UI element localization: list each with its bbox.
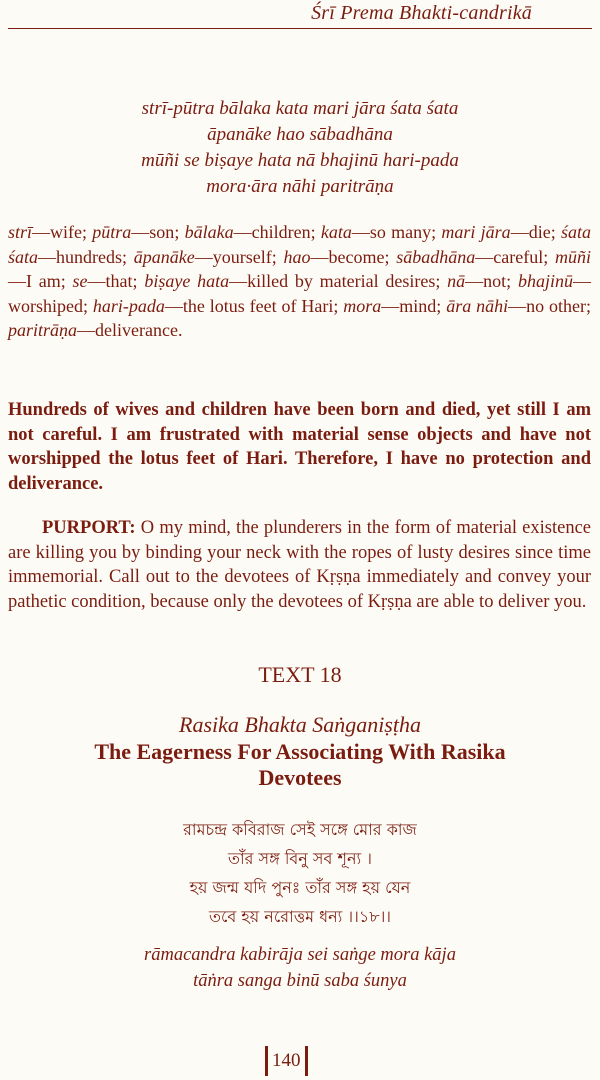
synonym-gloss: deliverance [95, 320, 178, 340]
header-rule [8, 28, 592, 29]
purport-text: O my mind, the plunderers in the form of material existence are killing you by binding your neck with the ropes of lusty desires since time immemorial. Call out to the devotees of Kṛṣṇa immediately and convey your pathetic condition, because only the devotees of Kṛṣṇa are able to deliver you. [8, 518, 591, 612]
running-head [8, 0, 592, 30]
transliteration-verse [0, 942, 600, 994]
synonym-term: mora [343, 295, 382, 316]
verse-line: āpanāke hao sābadhāna [207, 124, 393, 145]
synonym-term: hari-pada [92, 295, 165, 316]
bengali-line: রামচন্দ্র কবিরাজ সেই সঙ্গে মোর কাজ [183, 820, 417, 839]
verse-block [0, 96, 600, 200]
synonym-term: bālaka [184, 222, 234, 242]
verse-line: mūñi se biṣaye hata nā bhajinū hari-pada [141, 150, 459, 171]
synonym-term: pūtra [92, 222, 132, 242]
translation-paragraph: Hundreds of wives and children have been born and died, yet still I am not careful. I am frustrated with material sense objects and have not worshipped the lotus feet of Hari. Therefore, I have no protection and deliverance. [8, 400, 591, 494]
transliteration-line: rāmacandra kabirāja sei saṅge mora kāja [144, 945, 456, 965]
synonym-term: paritrāṇa [8, 320, 78, 340]
bengali-verse [0, 815, 600, 931]
synonym-gloss: become [328, 246, 385, 267]
synonym-term: kata [320, 222, 352, 242]
synonym-term: bhajinū [517, 271, 573, 291]
synonym-gloss: yourself [212, 246, 272, 267]
verse-line: mora·āra nāhi paritrāṇa [206, 176, 394, 197]
purport-label: PURPORT: [42, 518, 136, 538]
synonym-gloss: that [105, 271, 133, 291]
page-number: 140 [272, 1050, 301, 1071]
synonym-gloss: killed by material desires [247, 271, 436, 291]
verse-line: strī-pūtra bālaka kata mari jāra śata śata [141, 98, 459, 119]
synonym-gloss: so many [369, 222, 432, 242]
synonym-gloss: the lotus feet of Hari [182, 295, 334, 316]
synonym-term: nā [447, 271, 466, 291]
synonym-term: mūñi [555, 246, 591, 267]
synonym-term: sābadhāna [396, 246, 476, 267]
synonym-gloss: mind [399, 295, 437, 316]
synonyms-paragraph: strī—wife; pūtra—son; bālaka—children; kata—so many; mari jāra—die; śata śata—hundreds; āpanāke—yourself; hao—become; sābadhāna—careful; mūñi—I am; se—that; biṣaye hata—killed by material desires; nā—not; bhajinū—worshiped; hari-pada—the lotus feet of Hari; mora—mind; āra nāhi—no other; paritrāṇa—deliverance. [8, 222, 591, 340]
synonym-gloss: hundreds [56, 246, 123, 267]
synonym-term: āpanāke [133, 246, 195, 267]
synonym-term: mari jāra [441, 222, 511, 242]
bengali-line: তবে হয় নরোত্তম ধন্য ।।১৮।। [208, 907, 392, 926]
synonym-gloss: careful [493, 246, 544, 267]
synonym-gloss: worshiped [8, 295, 83, 316]
folio-bar-right [305, 1046, 308, 1076]
bengali-line: হয় জন্ম যদি পুনঃ তাঁর সঙ্গ হয় যেন [189, 878, 411, 897]
synonym-gloss: children [251, 222, 311, 242]
synonym-gloss: son [149, 222, 175, 242]
synonym-term: śata śata [8, 222, 591, 267]
synonym-term: āra nāhi [446, 295, 509, 316]
synonym-gloss: not [483, 271, 507, 291]
bengali-line: তাঁর সঙ্গ বিনু সব শূন্য । [228, 849, 372, 868]
section-title-sanskrit: Rasika Bhakta Saṅganiṣṭha [179, 712, 421, 737]
purport-paragraph [8, 516, 591, 614]
section-title-english: The Eagerness For Associating With Rasika Devotees [94, 739, 506, 790]
page-number-box [265, 1046, 308, 1076]
synonym-gloss: no other [526, 295, 586, 316]
transliteration-line: tāṅra sanga binū saba śunya [193, 971, 407, 991]
synonym-term: hao [283, 246, 311, 267]
synonym-gloss: I am [26, 271, 61, 291]
synonym-gloss: die [528, 222, 551, 242]
synonym-term: strī [8, 222, 33, 242]
running-title: Śrī Prema Bhakti-candrikā [311, 2, 532, 24]
text-number-heading: TEXT 18 [258, 662, 342, 687]
synonym-gloss: wife [50, 222, 82, 242]
synonym-term: biṣaye hata [144, 271, 230, 291]
synonym-term: se [72, 271, 88, 291]
